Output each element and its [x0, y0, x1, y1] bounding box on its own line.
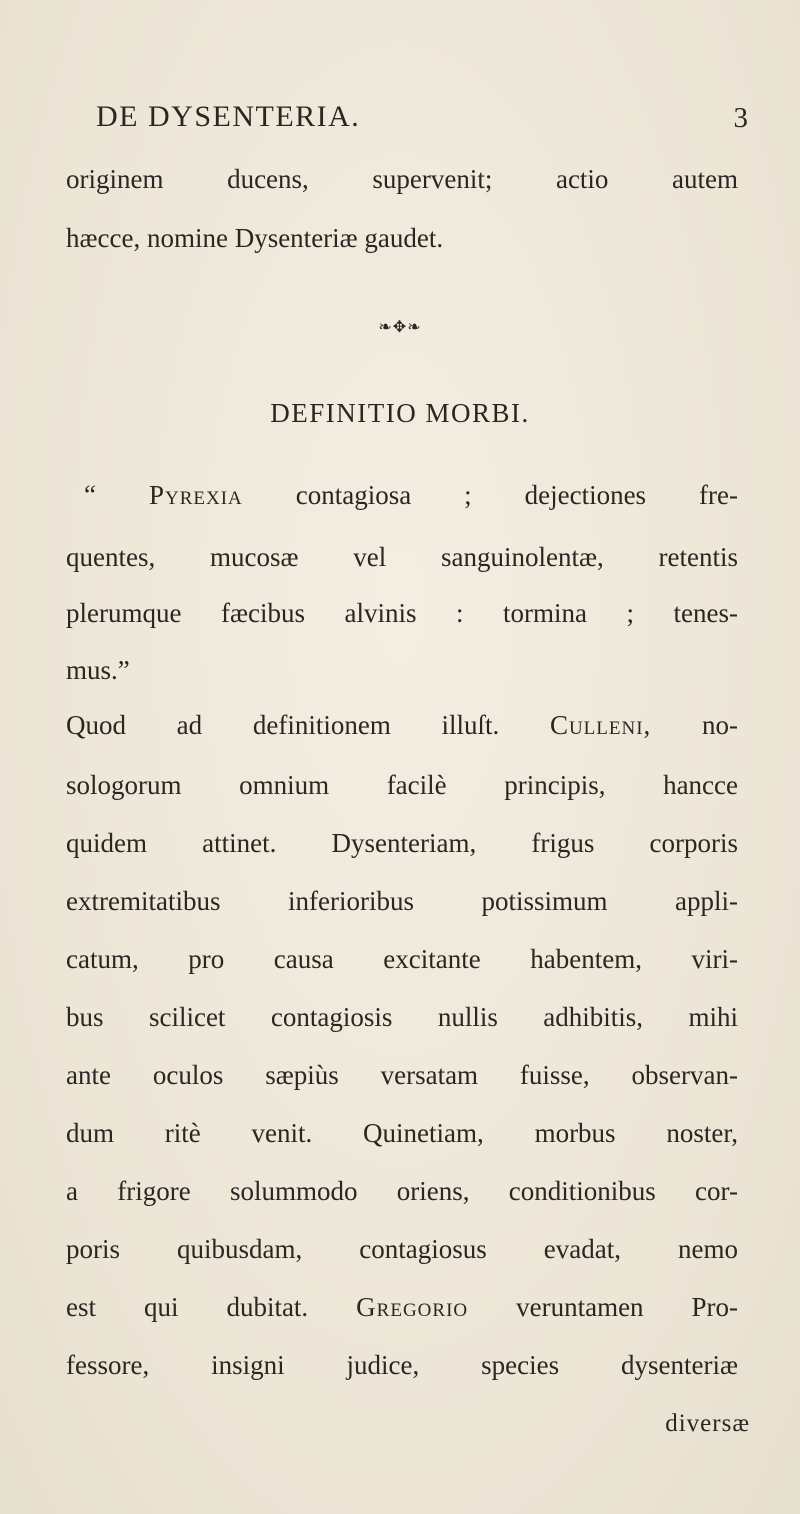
name-culleni: Culleni, [549, 710, 652, 740]
body-line-1-start: Quod ad definitionem illuſt. [66, 710, 500, 740]
definition-line-4: mus.” [66, 655, 130, 685]
running-title: DE DYSENTERIA. [96, 100, 361, 133]
running-head [96, 100, 748, 140]
body-line-8: dum ritè venit. Quinetiam, morbus noster, [66, 1118, 738, 1148]
body-line-12: fessore, insigni judice, species dysenteriæ [66, 1350, 738, 1380]
page-number: 3 [733, 102, 748, 134]
body-line-2: sologorum omnium facilè principis, hancce [66, 770, 738, 800]
body-line-5: catum, pro causa excitante habentem, viri- [66, 944, 738, 974]
definition-line-1-text: contagiosa ; dejectiones fre- [295, 480, 738, 510]
ornament-fleuron-icon: ❧✥❧ [378, 319, 422, 336]
definition-line-3: plerumque fæcibus alvinis : tormina ; tenes- [66, 598, 738, 628]
term-pyrexia: Pyrexia [148, 480, 243, 510]
name-gregorio: Gregorio [356, 1292, 469, 1322]
definition-line-1 [84, 482, 738, 509]
intro-line-2: hæcce, nomine Dysenteriæ gaudet. [66, 223, 444, 253]
body-line-1 [66, 712, 738, 739]
body-line-11-end: veruntamen Pro- [516, 1292, 739, 1322]
body-line-3: quidem attinet. Dysenteriam, frigus corporis [66, 828, 738, 858]
body-line-1-end: no- [702, 710, 738, 740]
section-heading: DEFINITIO MORBI. [270, 398, 530, 428]
intro-line-1: originem ducens, supervenit; actio autem [66, 164, 738, 194]
open-quote: “ [84, 480, 96, 510]
body-line-10: poris quibusdam, contagiosus evadat, nemo [66, 1234, 738, 1264]
body-line-11-start: est qui dubitat. [66, 1292, 309, 1322]
body-line-7: ante oculos sæpiùs versatam fuisse, observan- [66, 1060, 738, 1090]
definition-line-2: quentes, mucosæ vel sanguinolentæ, retentis [66, 542, 738, 572]
body-line-6: bus scilicet contagiosis nullis adhibitis, mihi [66, 1002, 738, 1032]
catchword: diversæ [665, 1410, 750, 1437]
body-line-11 [66, 1294, 738, 1321]
body-line-4: extremitatibus inferioribus potissimum appli- [66, 886, 738, 916]
body-line-9: a frigore solummodo oriens, conditionibus cor- [66, 1176, 738, 1206]
